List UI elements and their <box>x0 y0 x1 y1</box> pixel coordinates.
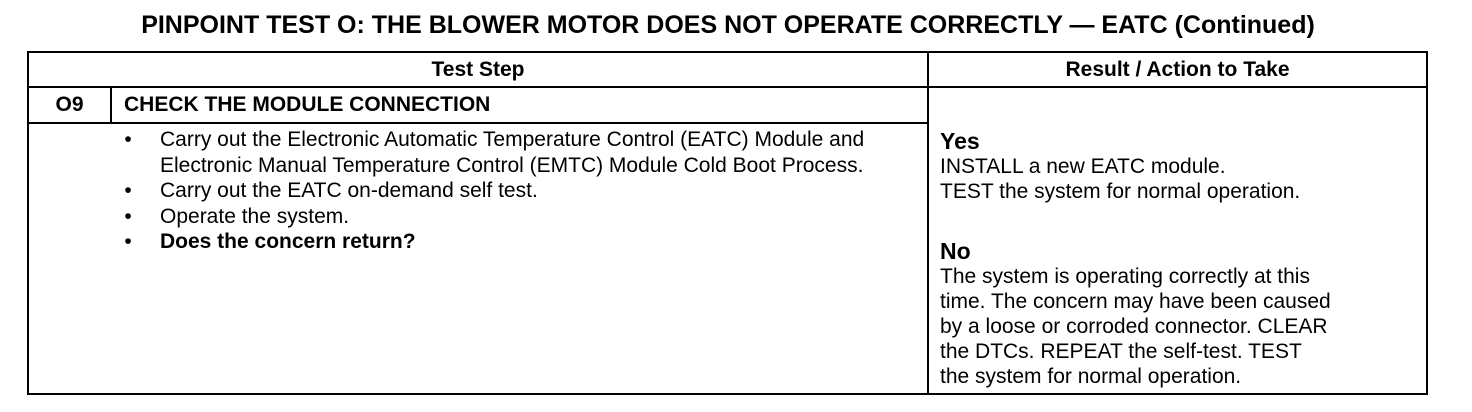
step-item-text: Carry out the Electronic Automatic Temperature Control (EATC) Module and Electronic Manual Temperature Control (EMTC) Module Cold Boot Process. <box>160 128 865 177</box>
step-item-text: Carry out the EATC on-demand self test. <box>160 179 538 202</box>
step-title-divider <box>27 122 929 124</box>
result-yes-label: Yes <box>940 128 980 154</box>
result-no <box>940 238 1420 389</box>
step-question <box>118 229 918 255</box>
step-id: O9 <box>55 93 84 116</box>
page-title: PINPOINT TEST O: THE BLOWER MOTOR DOES NOT OPERATE CORRECTLY — EATC (Continued) <box>141 11 1315 39</box>
step-question-text: Does the concern return? <box>160 230 416 253</box>
bullet-icon: • <box>124 128 132 151</box>
result-header: Result / Action to Take <box>1065 58 1290 81</box>
step-title: CHECK THE MODULE CONNECTION <box>124 93 491 116</box>
step-item-text: Operate the system. <box>160 204 350 228</box>
result-no-line: The system is operating correctly at this <box>940 265 1310 288</box>
bullet-icon: • <box>124 230 132 253</box>
result-yes-line: TEST the system for normal operation. <box>940 180 1301 203</box>
result-yes <box>940 128 1420 204</box>
bullet-icon: • <box>124 179 132 202</box>
result-yes-line: INSTALL a new EATC module. <box>940 155 1226 178</box>
test-step-header: Test Step <box>431 58 525 81</box>
step-item <box>118 204 918 230</box>
step-id-divider <box>110 86 112 124</box>
column-divider <box>927 51 929 395</box>
step-item <box>118 178 918 204</box>
result-no-line: the system for normal operation. <box>940 365 1242 388</box>
result-no-line: the DTCs. REPEAT the self-test. TEST <box>940 340 1302 363</box>
result-no-line: time. The concern may have been caused <box>940 290 1331 313</box>
result-no-label: No <box>940 238 971 264</box>
result-no-line: by a loose or corroded connector. CLEAR <box>940 315 1328 338</box>
step-instructions <box>118 127 918 255</box>
bullet-icon: • <box>124 204 132 228</box>
step-item <box>118 127 918 178</box>
